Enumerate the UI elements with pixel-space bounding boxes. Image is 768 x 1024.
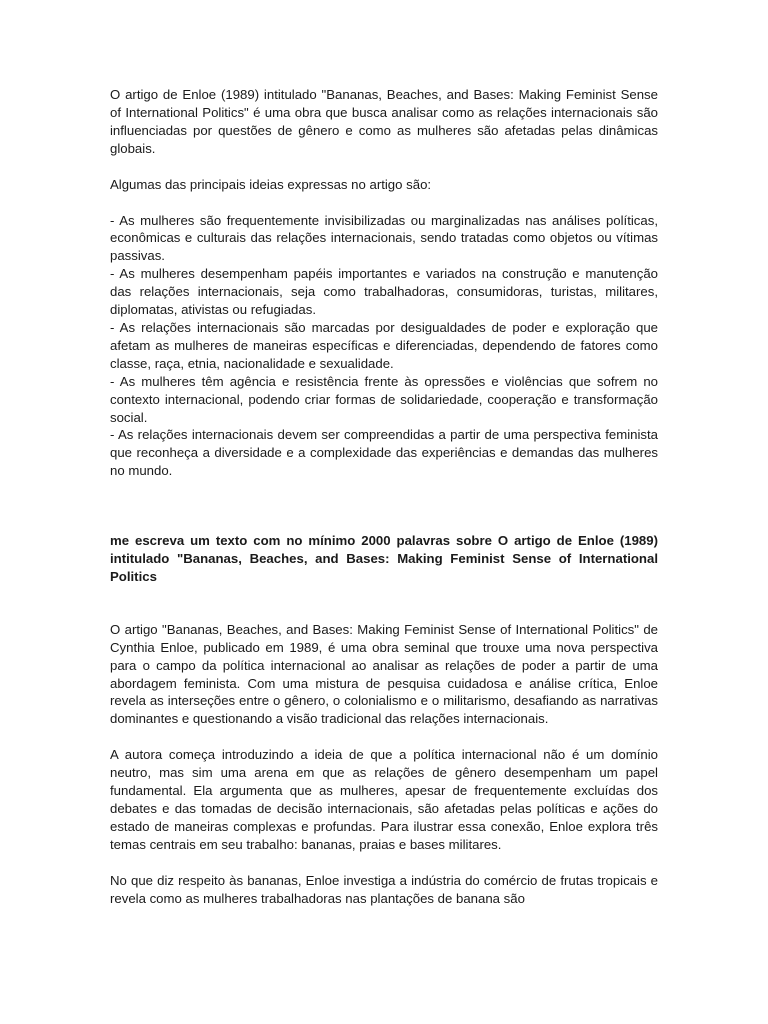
prompt-heading: me escreva um texto com no mínimo 2000 palavras sobre O artigo de Enloe (1989) intitulado "Bananas, Beaches, and Bases: Making Feminist Sense of International Politics [110, 533, 658, 584]
body-paragraph: A autora começa introduzindo a ideia de que a política internacional não é um domínio neutro, mas sim uma arena em que as relações de gênero desempenham um papel fundamental. Ela argumenta que as mulheres, apesar de frequentemente excluídas dos debates e das tomadas de decisão internacionais, são afetadas pelas políticas e ações do estado de maneiras complexas e profundas. Para ilustrar essa conexão, Enloe explora três temas centrais em seu trabalho: bananas, praias e bases militares. [110, 747, 658, 852]
document-page [110, 86, 658, 908]
body-paragraph: O artigo "Bananas, Beaches, and Bases: Making Feminist Sense of International Politics" de Cynthia Enloe, publicado em 1989, é uma obra seminal que trouxe uma nova perspectiva para o campo da política internacional ao analisar as relações de poder a partir de uma abordagem feminista. Com uma mistura de pesquisa cuidadosa e análise crítica, Enloe revela as interseções entre o gênero, o colonialismo e o militarismo, desafiando as narrativas dominantes e questionando a visão tradicional das relações internacionais. [110, 621, 658, 727]
list-item: - As relações internacionais são marcadas por desigualdades de poder e exploração que afetam as mulheres de maneiras específicas e diferenciadas, dependendo de fatores como classe, raça, etnia, nacionalidade e sexualidade. [110, 319, 658, 371]
list-item: - As relações internacionais devem ser compreendidas a partir de uma perspectiva feminista que reconheça a diversidade e a complexidade das experiências e demandas das mulheres no mundo. [110, 427, 658, 479]
list-item: - As mulheres são frequentemente invisibilizadas ou marginalizadas nas análises políticas, econômicas e culturais das relações internacionais, sendo tratadas como objetos ou vítimas passivas. [110, 212, 658, 264]
lead-paragraph: Algumas das principais ideias expressas no artigo são: [110, 176, 432, 192]
bullet-list [110, 212, 658, 481]
list-item: - As mulheres têm agência e resistência frente às opressões e violências que sofrem no contexto internacional, podendo criar formas de solidariedade, cooperação e transformação social. [110, 373, 658, 425]
body-paragraph: No que diz respeito às bananas, Enloe investiga a indústria do comércio de frutas tropicais e revela como as mulheres trabalhadoras nas plantações de banana são [110, 872, 658, 906]
intro-paragraph: O artigo de Enloe (1989) intitulado "Bananas, Beaches, and Bases: Making Feminist Sense of International Politics" é uma obra que busca analisar como as relações internacionais são influenciadas por questões de gênero e como as mulheres são afetadas pelas dinâmicas globais. [110, 87, 658, 156]
list-item: - As mulheres desempenham papéis importantes e variados na construção e manutenção das relações internacionais, seja como trabalhadoras, consumidoras, turistas, militares, diplomatas, ativistas ou refugiadas. [110, 266, 658, 318]
